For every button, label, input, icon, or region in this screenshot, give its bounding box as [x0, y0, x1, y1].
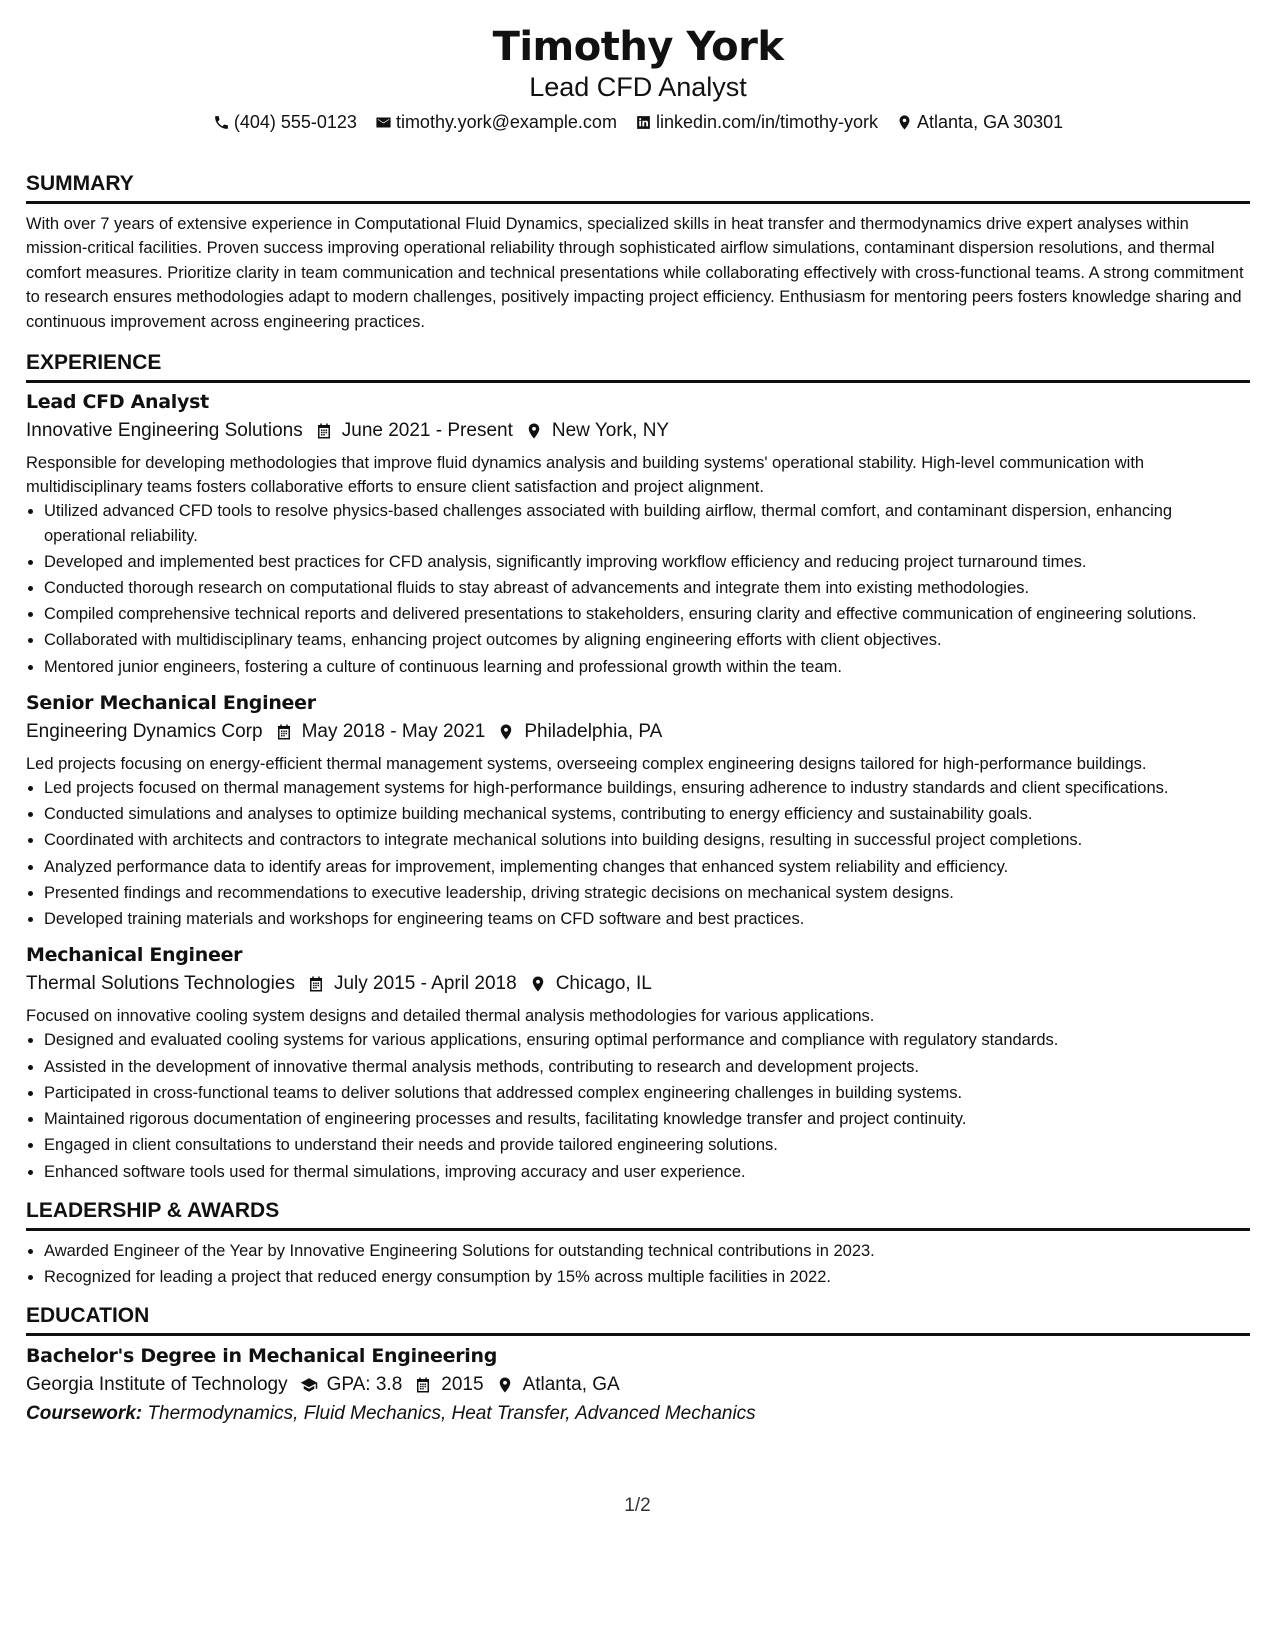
job-company: Engineering Dynamics Corp: [26, 720, 263, 742]
job-description: Led projects focusing on energy-efficient thermal management systems, overseeing complex engineering designs tailored for high-performance buildings.: [26, 754, 1147, 773]
section-title-leadership: LEADERSHIP & AWARDS: [26, 1198, 1250, 1231]
gpa-text: GPA: 3.8: [326, 1374, 403, 1396]
list-item: • Mentored junior engineers, fostering a culture of continuous learning and professional growth within the team.: [44, 655, 1250, 679]
map-pin-icon: [529, 975, 547, 993]
job-location: Chicago, IL: [555, 973, 652, 995]
list-item: • Coordinated with architects and contractors to integrate mechanical solutions into building designs, resulting in successful project completions.: [44, 828, 1250, 852]
location-text: Atlanta, GA 30301: [917, 112, 1064, 132]
school-location: Atlanta, GA: [522, 1374, 620, 1396]
list-item: • Enhanced software tools used for thermal simulations, improving accuracy and user experience.: [44, 1160, 1250, 1184]
list-item: • Collaborated with multidisciplinary teams, enhancing project outcomes by aligning engineering efforts with client objectives.: [44, 628, 1250, 652]
calendar-icon: [275, 723, 293, 741]
school-name: Georgia Institute of Technology: [26, 1374, 288, 1396]
contact-email[interactable]: [375, 110, 617, 134]
coursework-label: Coursework:: [26, 1403, 143, 1425]
job-company: Innovative Engineering Solutions: [26, 420, 303, 442]
map-pin-icon: [525, 422, 543, 440]
phone-icon: [213, 114, 230, 131]
list-item: • Led projects focused on thermal management systems for high-performance buildings, ensuring adherence to industry standards and client specifications.: [44, 776, 1250, 800]
leadership-section: [26, 1198, 1250, 1289]
list-item: • Compiled comprehensive technical reports and delivered presentations to stakeholders, ensuring clarity and effective communication of engineering solutions.: [44, 602, 1250, 626]
graduation-cap-icon: [300, 1376, 318, 1394]
list-item: • Maintained rigorous documentation of engineering processes and results, facilitating knowledge transfer and project continuity.: [44, 1107, 1250, 1131]
education-section: [26, 1303, 1250, 1428]
list-item: • Conducted thorough research on computational fluids to stay abreast of advancements and integrate them into existing methodologies.: [44, 576, 1250, 600]
degree-title: Bachelor's Degree in Mechanical Engineering: [26, 1345, 498, 1368]
coursework-text: Thermodynamics, Fluid Mechanics, Heat Transfer, Advanced Mechanics: [147, 1403, 756, 1425]
list-item: • Developed training materials and workshops for engineering teams on CFD software and best practices.: [44, 907, 1250, 931]
job-bullets: [26, 499, 1250, 678]
candidate-name: Timothy York: [492, 24, 784, 70]
list-item: • Recognized for leading a project that reduced energy consumption by 15% across multiple facilities in 2022.: [44, 1265, 1250, 1289]
contact-location: [896, 110, 1063, 134]
job-title: Mechanical Engineer: [26, 944, 243, 967]
contact-bar: [26, 110, 1250, 134]
job-meta: [26, 416, 1250, 446]
list-item: • Engaged in client consultations to understand their needs and provide tailored engineering solutions.: [44, 1133, 1250, 1157]
coursework-line: [26, 1400, 1250, 1428]
linkedin-icon: [635, 114, 652, 131]
linkedin-text: linkedin.com/in/timothy-york: [655, 112, 879, 132]
phone-text: (404) 555-0123: [233, 112, 357, 132]
map-pin-icon: [497, 723, 515, 741]
list-item: • Analyzed performance data to identify areas for improvement, implementing changes that enhanced system reliability and efficiency.: [44, 855, 1250, 879]
section-title-summary: SUMMARY: [26, 171, 1250, 204]
summary-text: With over 7 years of extensive experience in Computational Fluid Dynamics, specialized skills in heat transfer and thermodynamics drive expert analyses within mission-critical facilities. Proven success improving operational reliability through sophisticated airflow simulations, contaminant dispersion resolutions, and thermal comfort measures. Prioritize clarity in team communication and technical presentations while collaborating effectively with cross-functional teams. A strong commitment to research ensures methodologies adapt to modern challenges, positively impacting project efficiency. Enthusiasm for mentoring peers fosters knowledge sharing and continuous improvement across engineering practices.: [26, 215, 1244, 331]
list-item: • Presented findings and recommendations to executive leadership, driving strategic decisions on mechanical system designs.: [44, 881, 1250, 905]
job-description: Responsible for developing methodologies that improve fluid dynamics analysis and building systems' operational stability. High-level communication with multidisciplinary teams fosters collaborative efforts to ensure client satisfaction and project alignment.: [26, 454, 1145, 497]
job-dates: May 2018 - May 2021: [301, 720, 486, 742]
map-pin-icon: [896, 114, 913, 131]
list-item: • Designed and evaluated cooling systems for various applications, ensuring optimal performance and compliance with regulatory standards.: [44, 1028, 1250, 1052]
job-dates: July 2015 - April 2018: [333, 973, 517, 995]
job-title: Lead CFD Analyst: [26, 391, 209, 414]
contact-linkedin[interactable]: [635, 110, 878, 134]
job-company: Thermal Solutions Technologies: [26, 973, 295, 995]
graduation-year: 2015: [441, 1374, 484, 1396]
email-text: timothy.york@example.com: [395, 112, 617, 132]
resume-page: [26, 0, 1250, 1428]
map-pin-icon: [496, 1376, 514, 1394]
list-item: • Participated in cross-functional teams to deliver solutions that addressed complex engineering challenges in building systems.: [44, 1081, 1250, 1105]
section-title-experience: EXPERIENCE: [26, 350, 1250, 383]
calendar-icon: [414, 1376, 432, 1394]
job-dates: June 2021 - Present: [341, 420, 513, 442]
job-meta: [26, 969, 1250, 999]
job-description: Focused on innovative cooling system designs and detailed thermal analysis methodologies for various applications.: [26, 1007, 875, 1026]
calendar-icon: [307, 975, 325, 993]
awards-list: [26, 1239, 1250, 1289]
job-bullets: [26, 776, 1250, 931]
candidate-headline: Lead CFD Analyst: [529, 72, 747, 102]
list-item: • Developed and implemented best practices for CFD analysis, significantly improving workflow efficiency and reducing project turnaround times.: [44, 550, 1250, 574]
calendar-icon: [315, 422, 333, 440]
contact-phone[interactable]: [213, 110, 357, 134]
education-meta: [26, 1370, 1250, 1400]
job-location: Philadelphia, PA: [524, 720, 663, 742]
list-item: • Awarded Engineer of the Year by Innovative Engineering Solutions for outstanding technical contributions in 2023.: [44, 1239, 1250, 1263]
experience-section: [26, 350, 1250, 1184]
job-entry: [26, 388, 1250, 679]
job-meta: [26, 717, 1250, 747]
envelope-icon: [375, 114, 392, 131]
list-item: • Conducted simulations and analyses to optimize building mechanical systems, contributing to energy efficiency and sustainability goals.: [44, 802, 1250, 826]
list-item: • Assisted in the development of innovative thermal analysis methods, contributing to research and development projects.: [44, 1055, 1250, 1079]
job-entry: [26, 941, 1250, 1183]
summary-section: [26, 171, 1250, 334]
job-entry: [26, 689, 1250, 931]
job-title: Senior Mechanical Engineer: [26, 691, 316, 714]
list-item: • Utilized advanced CFD tools to resolve physics-based challenges associated with building airflow, thermal comfort, and contaminant dispersion, enhancing operational reliability.: [44, 499, 1250, 547]
job-location: New York, NY: [551, 420, 670, 442]
job-bullets: [26, 1028, 1250, 1183]
page-number: 1/2: [624, 1495, 651, 1516]
section-title-education: EDUCATION: [26, 1303, 1250, 1336]
